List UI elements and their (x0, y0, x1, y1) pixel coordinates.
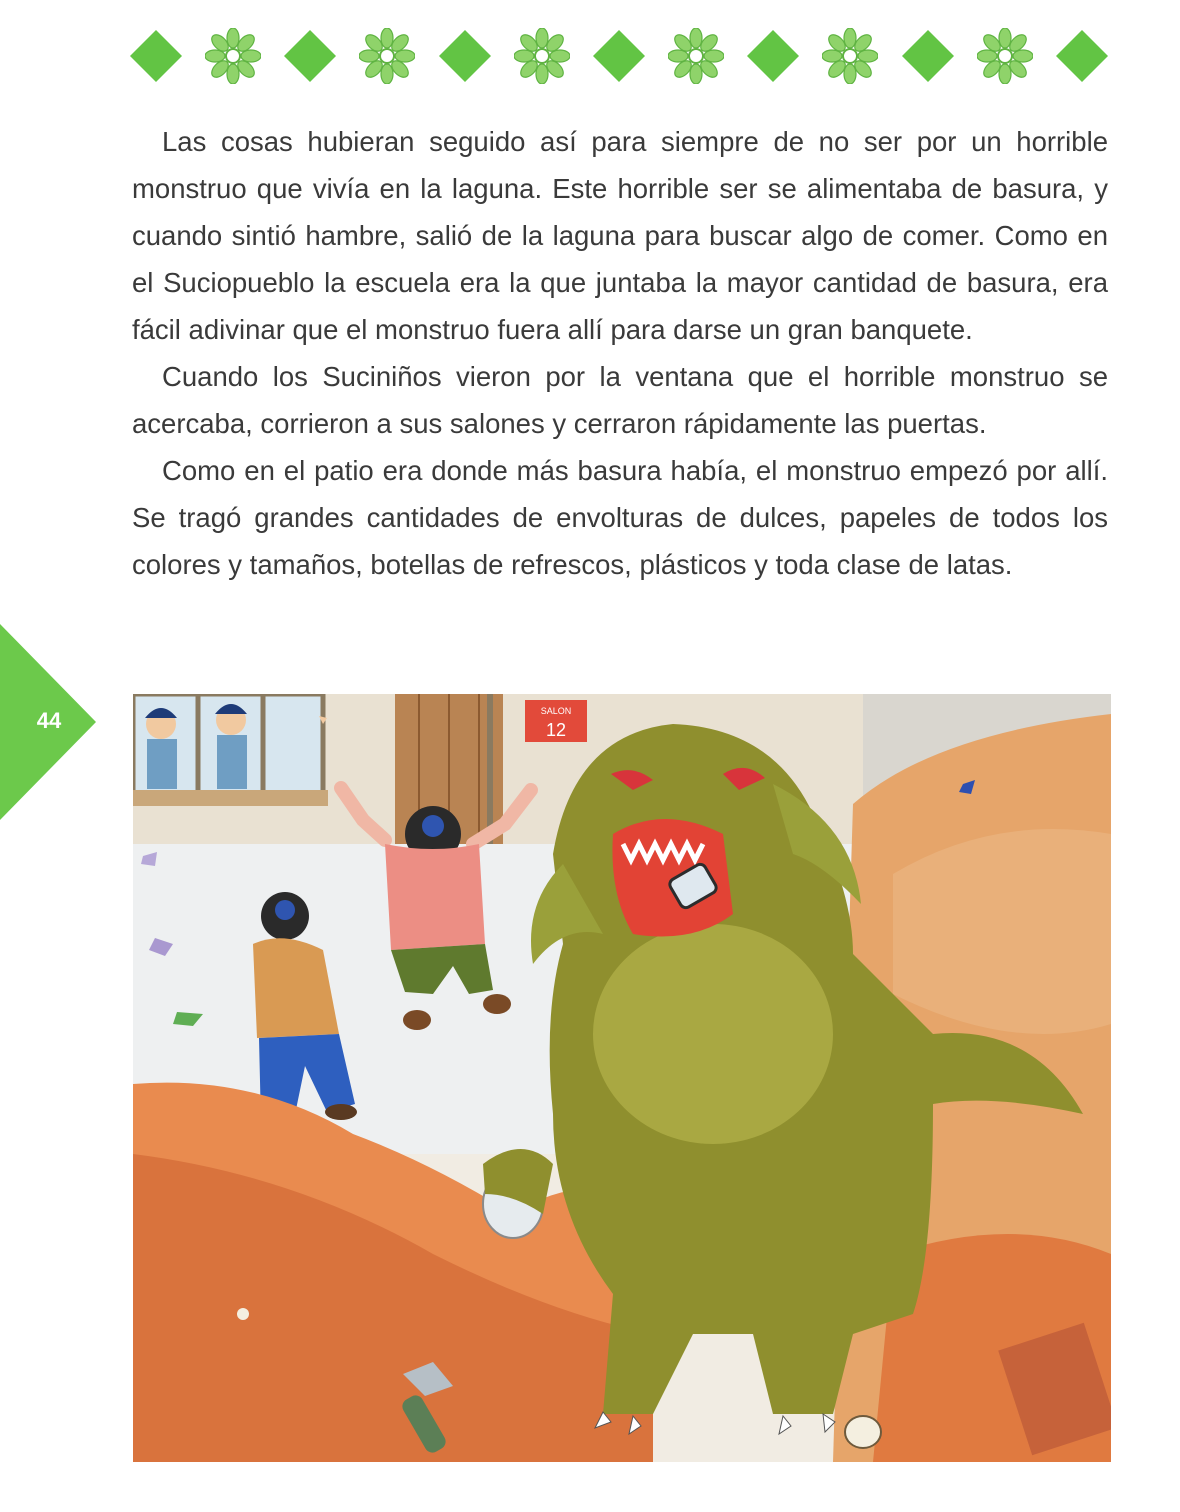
flower-icon (359, 28, 415, 84)
paragraph: Como en el patio era donde más basura había, el monstruo empezó por allí. Se tragó grandes cantidades de envolturas de dulces, papeles de todos los colores y tamaños, botellas de refrescos, plásticos y toda clase de latas. (132, 455, 1108, 580)
illustration-scene (133, 694, 1111, 1462)
flower-icon (514, 28, 570, 84)
diamond-icon (745, 28, 801, 84)
page-number: 44 (36, 708, 62, 733)
flower-icon (205, 28, 261, 84)
story-illustration (133, 694, 1111, 1462)
diamond-icon (900, 28, 956, 84)
story-text (132, 118, 1108, 588)
flower-icon (822, 28, 878, 84)
ornament-border (128, 22, 1110, 90)
diamond-icon (591, 28, 647, 84)
classroom-sign (525, 700, 587, 742)
diamond-icon (1054, 28, 1110, 84)
paragraph: Cuando los Suciniños vieron por la ventana que el horrible monstruo se acercaba, corrieron a sus salones y cerraron rápidamente las puertas. (132, 361, 1108, 439)
diamond-icon (282, 28, 338, 84)
diamond-icon (437, 28, 493, 84)
window (133, 694, 328, 806)
sign-label: SALON (540, 706, 572, 716)
sign-number: 12 (545, 720, 567, 740)
flower-icon (977, 28, 1033, 84)
diamond-icon (128, 28, 184, 84)
paragraph: Las cosas hubieran seguido así para siempre de no ser por un horrible monstruo que vivía en la laguna. Este horrible ser se alimentaba de basura, y cuando sintió hambre, salió de la laguna para buscar algo de comer. Como en el Suciopueblo la escuela era la que juntaba la mayor cantidad de basura, era fácil adivinar que el monstruo fuera allí para darse un gran banquete. (132, 126, 1108, 345)
flower-icon (668, 28, 724, 84)
